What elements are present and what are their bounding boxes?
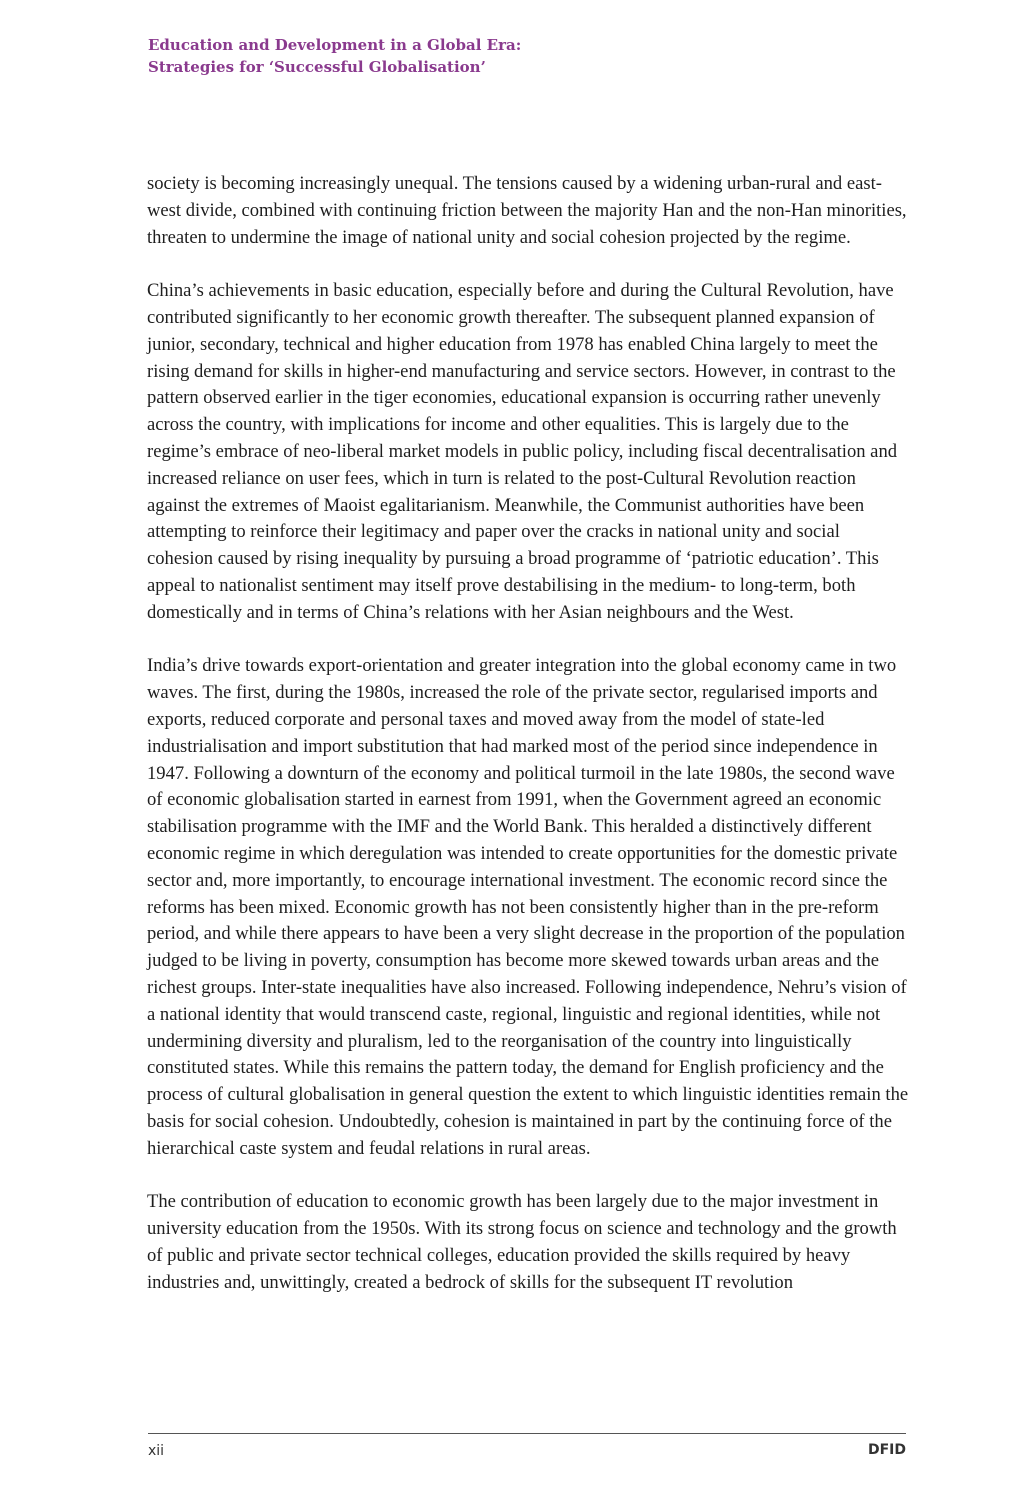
page-number: xii xyxy=(148,1443,165,1459)
footer-rule xyxy=(148,1433,906,1434)
publisher-label: DFID xyxy=(867,1442,906,1458)
running-header xyxy=(148,34,521,78)
paragraph: society is becoming increasingly unequal. The tensions caused by a widening urban-rural and east-west divide, combined with continuing friction between the majority Han and the non-Han minorities, threaten to undermine the image of national unity and social cohesion projected by the regime. xyxy=(147,173,907,248)
body-text xyxy=(147,171,909,1296)
paragraph: India’s drive towards export-orientation and greater integration into the global economy came in two waves. The first, during the 1980s, increased the role of the private sector, regularised imports and exports, reduced corporate and personal taxes and moved away from the model of state-led industrialisation and import substitution that had marked most of the period since independence in 1947. Following a downturn of the economy and political turmoil in the late 1980s, the second wave of economic globalisation started in earnest from 1991, when the Government agreed an economic stabilisation programme with the IMF and the World Bank. This heralded a distinctively different economic regime in which deregulation was intended to create opportunities for the domestic private sector and, more importantly, to encourage international investment. The economic record since the reforms has been mixed. Economic growth has not been consistently higher than in the pre-reform period, and while there appears to have been a very slight decrease in the proportion of the population judged to be living in poverty, consumption has become more skewed towards urban areas and the richest groups. Inter-state inequalities have also increased. Following independence, Nehru’s vision of a national identity that would transcend caste, regional, linguistic and regional identities, while not undermining diversity and pluralism, led to the reorganisation of the country into linguistically constituted states. While this remains the pattern today, the demand for English proficiency and the process of cultural globalisation in general question the extent to which linguistic identities remain the basis for social cohesion. Undoubtedly, cohesion is maintained in part by the continuing force of the hierarchical caste system and feudal relations in rural areas. xyxy=(147,655,909,1159)
header-subtitle-line: Strategies for ‘Successful Globalisation’ xyxy=(148,58,486,76)
header-title-line: Education and Development in a Global Era: xyxy=(148,36,522,54)
paragraph: China’s achievements in basic education, especially before and during the Cultural Revolution, have contributed significantly to her economic growth thereafter. The subsequent planned expansion of junior, secondary, technical and higher education from 1978 has enabled China largely to meet the rising demand for skills in higher-end manufacturing and service sectors. However, in contrast to the pattern observed earlier in the tiger economies, educational expansion is occurring rather unevenly across the country, with implications for income and other equalities. This is largely due to the regime’s embrace of neo-liberal market models in public policy, including fiscal decentralisation and increased reliance on user fees, which in turn is related to the post-Cultural Revolution reaction against the extremes of Maoist egalitarianism. Meanwhile, the Communist authorities have been attempting to reinforce their legitimacy and paper over the cracks in national unity and social cohesion caused by rising inequality by pursuing a broad programme of ‘patriotic education’. This appeal to nationalist sentiment may itself prove destabilising in the medium- to long-term, both domestically and in terms of China’s relations with her Asian neighbours and the West. xyxy=(147,280,898,623)
paragraph: The contribution of education to economic growth has been largely due to the major investment in university education from the 1950s. With its strong focus on science and technology and the growth of public and private sector technical colleges, education provided the skills required by heavy industries and, unwittingly, created a bedrock of skills for the subsequent IT revolution xyxy=(147,1191,897,1293)
